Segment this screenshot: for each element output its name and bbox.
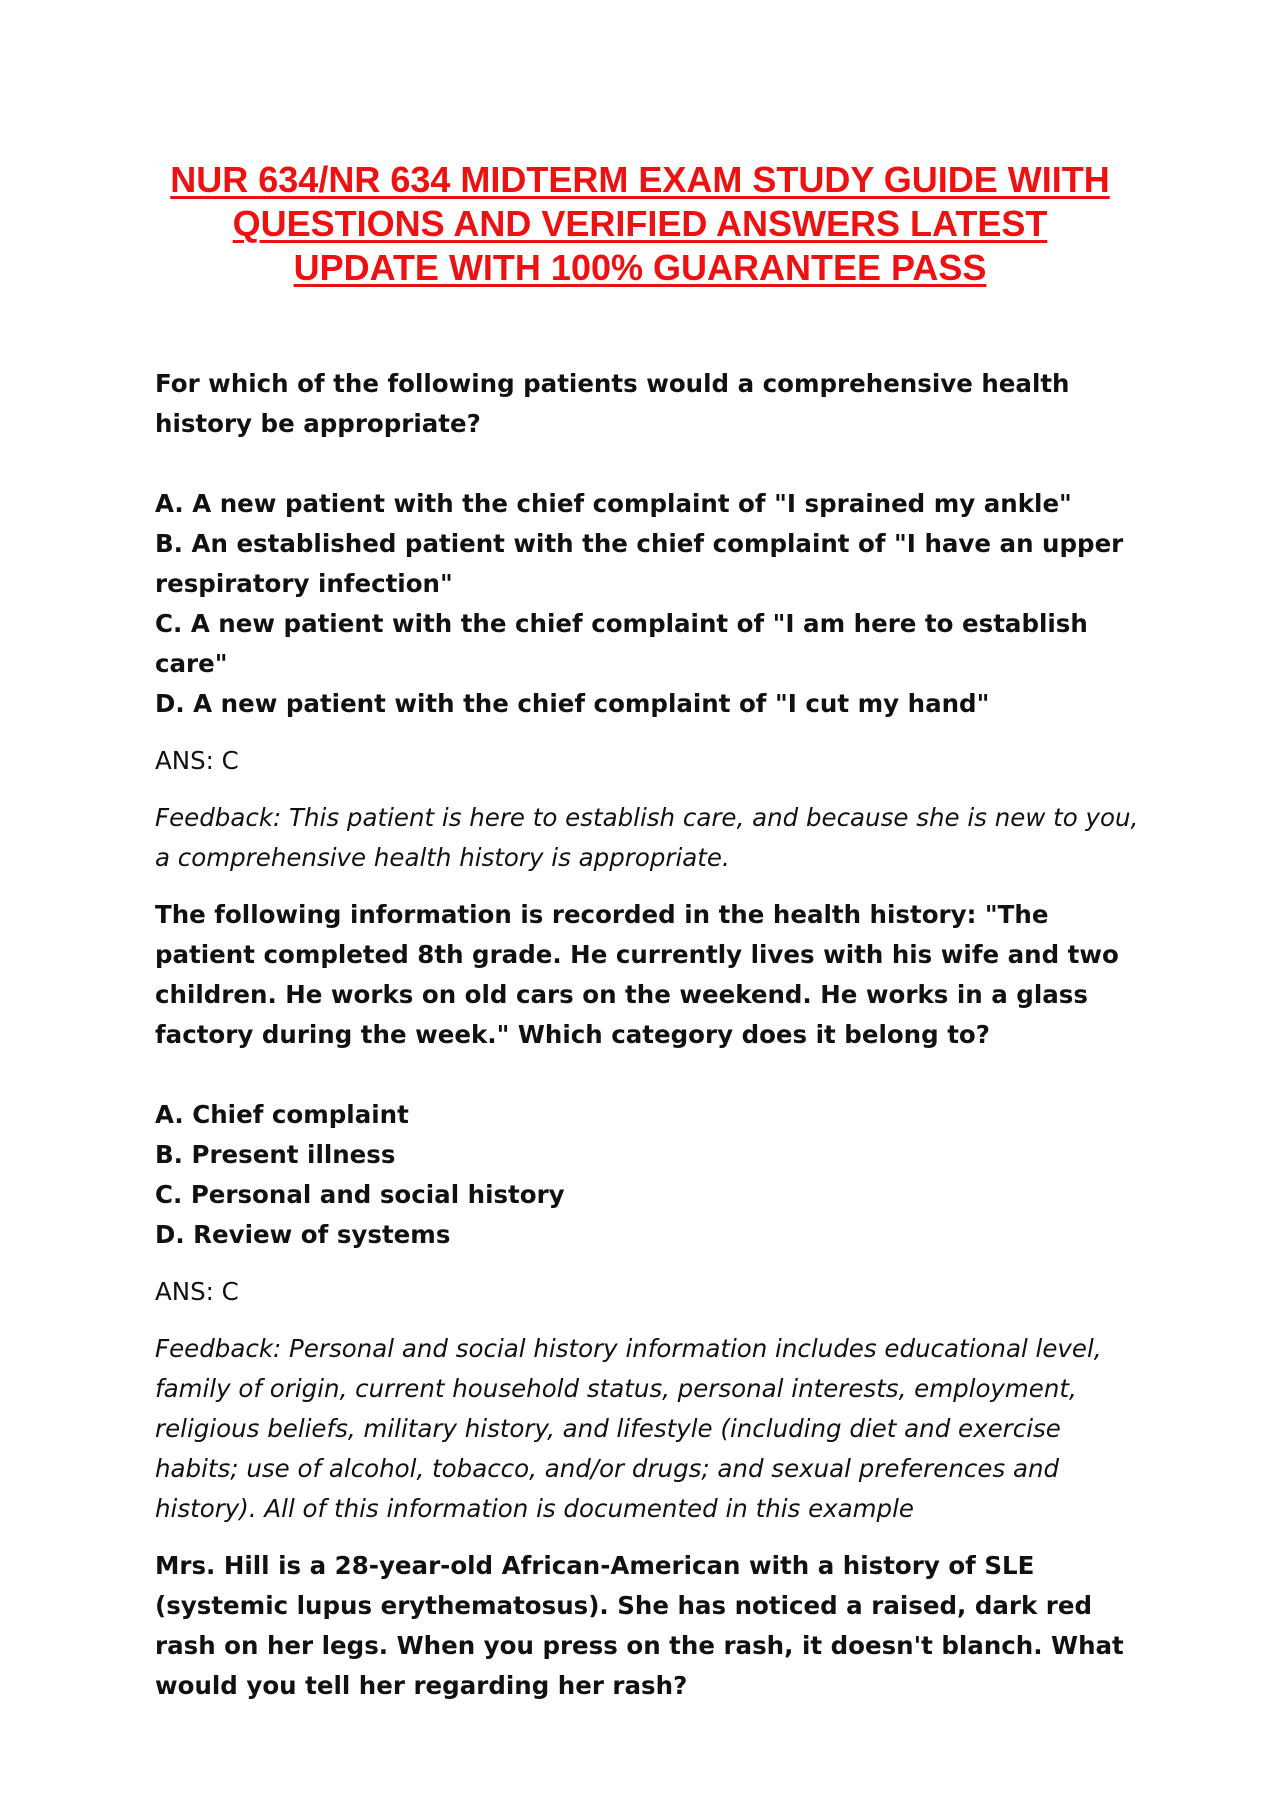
document-title bbox=[140, 158, 1140, 290]
answer-option: B. An established patient with the chief complaint of "I have an upper respiratory infection" bbox=[155, 529, 1124, 598]
answer-option: D. Review of systems bbox=[155, 1220, 451, 1249]
answer-option: D. A new patient with the chief complaint of "I cut my hand" bbox=[155, 689, 990, 718]
answer-option: C. Personal and social history bbox=[155, 1180, 565, 1209]
title-line: NUR 634/NR 634 MIDTERM EXAM STUDY GUIDE WIITH bbox=[170, 159, 1110, 200]
question-text: The following information is recorded in the health history: "The patient completed 8th grade. He currently lives with his wife and two children. He works on old cars on the weekend. He works in a glass factory during the week." Which category does it belong to? bbox=[155, 900, 1119, 1049]
answer-options bbox=[155, 1095, 1145, 1255]
title-line: UPDATE WITH 100% GUARANTEE PASS bbox=[293, 247, 987, 288]
question-text: Mrs. Hill is a 28-year-old African-American with a history of SLE (systemic lupus erythematosus). She has noticed a raised, dark red rash on her legs. When you press on the rash, it doesn't blanch. What would you tell her regarding her rash? bbox=[155, 1551, 1124, 1700]
answer-feedback: Feedback: This patient is here to establish care, and because she is new to you, a comprehensive health history is appropriate. bbox=[155, 803, 1139, 872]
answer-feedback: Feedback: Personal and social history information includes educational level, family of origin, current household status, personal interests, employment, religious beliefs, military history, and lifestyle (including diet and exercise habits; use of alcohol, tobacco, and/or drugs; and sexual preferences and history). All of this information is documented in this example bbox=[155, 1334, 1102, 1523]
title-line: QUESTIONS AND VERIFIED ANSWERS LATEST bbox=[232, 203, 1048, 244]
document-body bbox=[155, 364, 1145, 1706]
answer-key: ANS: C bbox=[155, 1277, 239, 1306]
answer-options bbox=[155, 484, 1145, 724]
question-text: For which of the following patients would a comprehensive health history be appropriate? bbox=[155, 369, 1070, 438]
answer-option: A. A new patient with the chief complaint of "I sprained my ankle" bbox=[155, 489, 1072, 518]
answer-option: B. Present illness bbox=[155, 1140, 396, 1169]
answer-option: A. Chief complaint bbox=[155, 1100, 409, 1129]
answer-option: C. A new patient with the chief complaint of "I am here to establish care" bbox=[155, 609, 1088, 678]
answer-key: ANS: C bbox=[155, 746, 239, 775]
